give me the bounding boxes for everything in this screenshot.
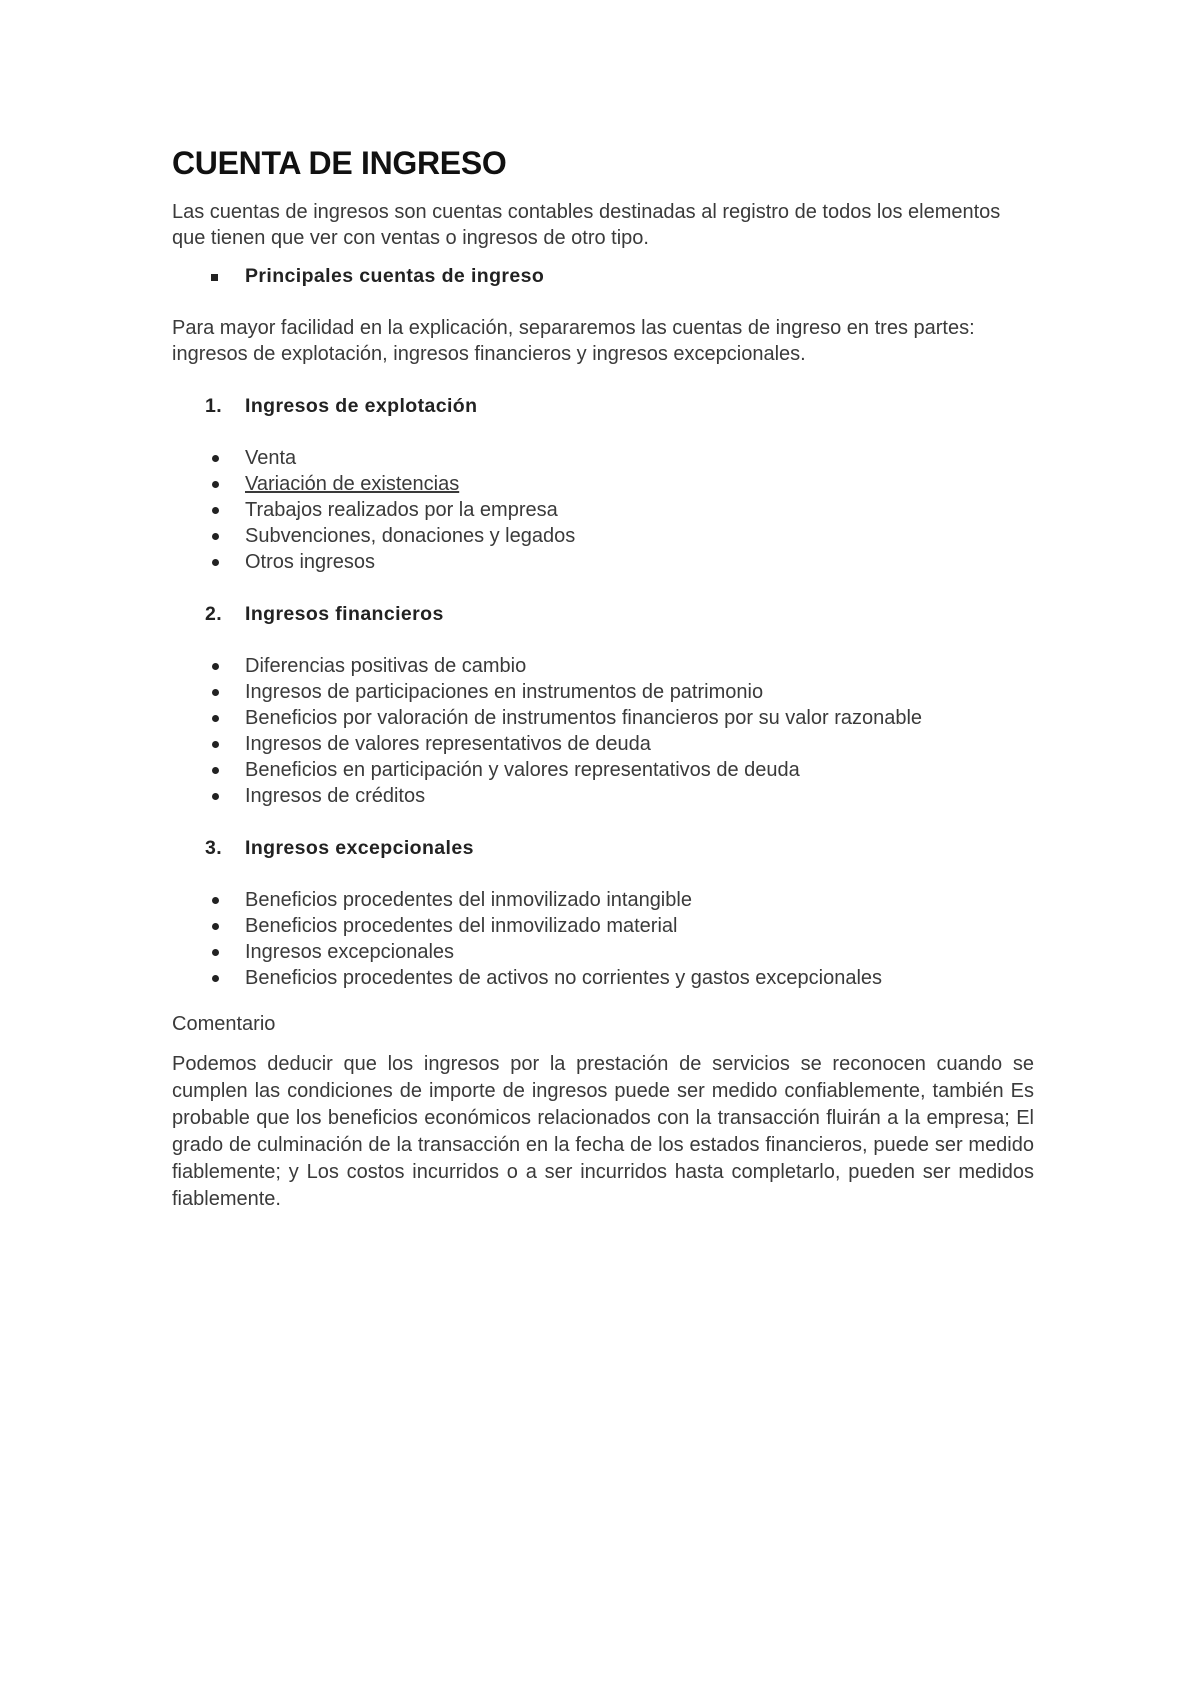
list-item-text: Ingresos de participaciones en instrumentos de patrimonio: [245, 681, 764, 704]
section-heading-text: Ingresos excepcionales: [245, 837, 474, 860]
list-item: [172, 913, 1034, 939]
bullet-dot-icon: [212, 533, 219, 540]
list-item-text: Beneficios procedentes del inmovilizado material: [245, 915, 678, 938]
section-heading-explotacion: [172, 393, 1034, 419]
section-heading-excepcionales: [172, 835, 1034, 861]
bullet-dot-icon: [212, 455, 219, 462]
bullet-dot-icon: [212, 481, 219, 488]
list-item: [172, 523, 1034, 549]
section-heading-financieros: [172, 601, 1034, 627]
bullet-dot-icon: [212, 507, 219, 514]
square-bullet-icon: [211, 274, 218, 281]
bullet-dot-icon: [212, 975, 219, 982]
list-item: [172, 887, 1034, 913]
list-item[interactable]: [172, 471, 1034, 497]
comment-paragraph: Podemos deducir que los ingresos por la prestación de servicios se reconocen cuando se cumplen las condiciones de importe de ingresos puede ser medido confiablemente, también Es probable que los beneficios económicos relacionados con la transacción fluirán a la empresa; El grado de culminación de la transacción en la fecha de los estados financieros, puede ser medido fiablemente; y Los costos incurridos o a ser incurridos hasta completarlo, pueden ser medidos fiablemente.: [172, 1053, 1034, 1211]
list-item-text: Subvenciones, donaciones y legados: [245, 525, 576, 548]
list-item: [172, 679, 1034, 705]
principal-heading: [172, 263, 1034, 289]
list-item-text: Ingresos de créditos: [245, 785, 426, 808]
list-item-text: Diferencias positivas de cambio: [245, 655, 527, 678]
section-number: 1.: [205, 395, 223, 418]
list-item-text: Venta: [245, 447, 297, 470]
bullet-dot-icon: [212, 949, 219, 956]
list-excepcionales: [172, 887, 1034, 991]
list-item: [172, 731, 1034, 757]
bullet-dot-icon: [212, 741, 219, 748]
document-title: CUENTA DE INGRESO: [172, 145, 507, 181]
list-item: [172, 445, 1034, 471]
document-page: [172, 146, 1034, 1213]
list-item: [172, 939, 1034, 965]
list-item-text: Beneficios en participación y valores representativos de deuda: [245, 759, 800, 782]
list-explotacion: [172, 445, 1034, 575]
list-item: [172, 653, 1034, 679]
bullet-dot-icon: [212, 689, 219, 696]
list-financieros: [172, 653, 1034, 809]
bullet-dot-icon: [212, 767, 219, 774]
section-heading-text: Ingresos de explotación: [245, 395, 478, 418]
section-number: 2.: [205, 603, 223, 626]
list-item: [172, 705, 1034, 731]
list-item: [172, 783, 1034, 809]
variacion-existencias-link[interactable]: Variación de existencias: [245, 473, 460, 496]
list-item: [172, 497, 1034, 523]
section-heading-text: Ingresos financieros: [245, 603, 444, 626]
bullet-dot-icon: [212, 897, 219, 904]
list-item-text: Otros ingresos: [245, 551, 376, 574]
list-item-text: Beneficios procedentes del inmovilizado intangible: [245, 889, 692, 912]
bullet-dot-icon: [212, 715, 219, 722]
bullet-dot-icon: [212, 793, 219, 800]
comment-label: Comentario: [172, 1013, 276, 1036]
explanation-paragraph: Para mayor facilidad en la explicación, separaremos las cuentas de ingreso en tres partes: ingresos de explotación, ingresos financieros y ingresos excepcionales.: [172, 317, 975, 366]
bullet-dot-icon: [212, 559, 219, 566]
list-item: [172, 757, 1034, 783]
list-item-text: Beneficios procedentes de activos no corrientes y gastos excepcionales: [245, 967, 883, 990]
principal-heading-text: Principales cuentas de ingreso: [245, 265, 545, 288]
list-item: [172, 965, 1034, 991]
intro-paragraph: Las cuentas de ingresos son cuentas contables destinadas al registro de todos los elementos que tienen que ver con ventas o ingresos de otro tipo.: [172, 201, 1001, 250]
bullet-dot-icon: [212, 663, 219, 670]
list-item: [172, 549, 1034, 575]
list-item-text: Trabajos realizados por la empresa: [245, 499, 558, 522]
list-item-text: Ingresos de valores representativos de deuda: [245, 733, 651, 756]
bullet-dot-icon: [212, 923, 219, 930]
list-item-text: Ingresos excepcionales: [245, 941, 455, 964]
section-number: 3.: [205, 837, 223, 860]
list-item-text: Beneficios por valoración de instrumentos financieros por su valor razonable: [245, 707, 923, 730]
